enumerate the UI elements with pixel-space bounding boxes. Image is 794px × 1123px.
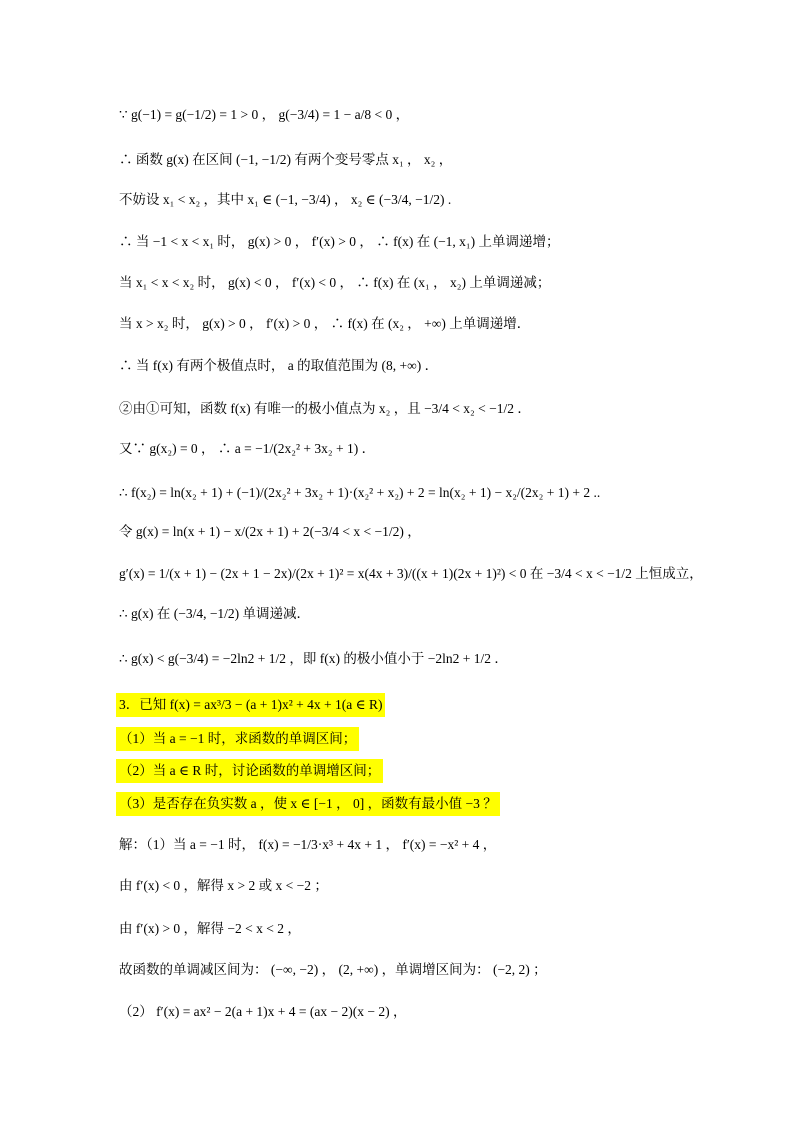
text-line: 解：（1）当 a = −1 时， f(x) = −1/3·x³ + 4x + 1 ， f′(x) = −x² + 4 ， [119,837,497,852]
text-line: 故函数的单调减区间为： (−∞, −2) ， (2, +∞) ，单调增区间为： (−2, 2) ； [119,962,547,977]
text-line: ∴ g(x) < g(−3/4) = −2ln2 + 1/2 ，即 f(x) 的极小值小于 −2ln2 + 1/2 ． [119,651,508,666]
text-line: 当 x₁ < x < x₂ 时， g(x) < 0 ， f′(x) < 0 ， ∴ f(x) 在 (x₁ ， x₂) 上单调递减； [119,275,551,290]
text-line: 又∵ g(x₂) = 0 ， ∴ a = −1/(2x₂² + 3x₂ + 1) ． [119,441,376,456]
text-line: 令 g(x) = ln(x + 1) − x/(2x + 1) + 2(−3/4 < x < −1/2) ， [119,524,421,539]
text-line: （2） f′(x) = ax² − 2(a + 1)x + 4 = (ax − 2)(x − 2) ， [119,1004,407,1019]
text-line: ②由①可知，函数 f(x) 有唯一的极小值点为 x₂ ，且 −3/4 < x₂ < −1/2 ． [119,401,531,416]
question-3-title: 3．已知 f(x) = ax³/3 − (a + 1)x² + 4x + 1(a ∈ R) [119,693,385,717]
question-3-part-1: （1）当 a = −1 时，求函数的单调区间； [119,727,359,751]
text-line: 当 x > x₂ 时， g(x) > 0 ， f′(x) > 0 ， ∴ f(x) 在 (x₂ ， +∞) 上单调递增． [119,316,531,331]
text-line: 由 f′(x) < 0 ，解得 x > 2 或 x < −2 ； [119,878,328,893]
text-line: ∵ g(−1) = g(−1/2) = 1 > 0 ， g(−3/4) = 1 − a/8 < 0 ， [119,107,410,122]
text-line: ∴ 当 −1 < x < x₁ 时， g(x) > 0 ， f′(x) > 0 ， ∴ f(x) 在 (−1, x₁) 上单调递增； [119,234,560,249]
text-line: 不妨设 x₁ < x₂ ，其中 x₁ ∈ (−1, −3/4) ， x₂ ∈ (−3/4, −1/2) . [119,192,452,207]
text-line: ∴ 函数 g(x) 在区间 (−1, −1/2) 有两个变号零点 x₁ ， x₂ ， [119,152,453,167]
question-3-part-2: （2）当 a ∈ R 时，讨论函数的单调增区间； [119,759,383,783]
text-line: ∴ f(x₂) = ln(x₂ + 1) + (−1)/(2x₂² + 3x₂ + 1)·(x₂² + x₂) + 2 = ln(x₂ + 1) − x₂/(2x₂ + 1) + 2 .. [119,485,601,500]
text-line: ∴ 当 f(x) 有两个极值点时， a 的取值范围为 (8, +∞) ． [119,358,439,373]
text-line: g′(x) = 1/(x + 1) − (2x + 1 − 2x)/(2x + 1)² = x(4x + 3)/((x + 1)(2x + 1)²) < 0 在 −3/4 < x < −1/2 上恒成立， [119,566,703,581]
text-line: ∴ g(x) 在 (−3/4, −1/2) 单调递减． [119,606,311,621]
question-3-part-3: （3）是否存在负实数 a ，使 x ∈ [−1 ， 0] ，函数有最小值 −3 ？ [119,792,500,816]
text-line: 由 f′(x) > 0 ，解得 −2 < x < 2 ， [119,921,301,936]
